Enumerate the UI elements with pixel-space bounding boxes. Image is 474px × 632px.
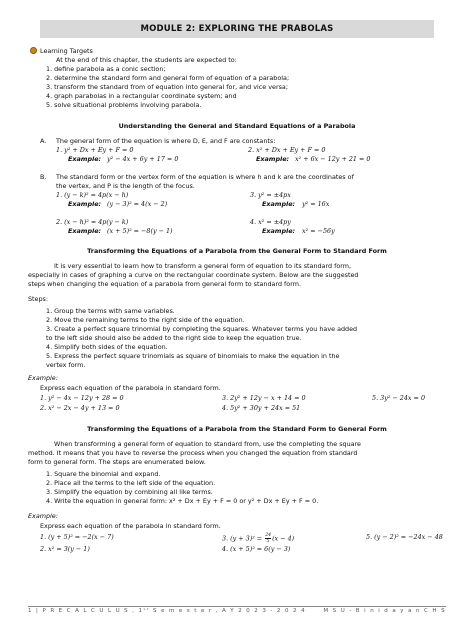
target-item: 2. determine the standard form and general form of equation of a parabola; bbox=[46, 74, 290, 82]
example-equation: 4. (x + 5)² = 6(y − 3) bbox=[222, 545, 291, 553]
section-heading: Understanding the General and Standard Equations of a Parabola bbox=[118, 122, 356, 130]
general-form-text: The general form of the equation is where D, E, and F are constants: bbox=[56, 137, 276, 145]
example-equation: (y − 3)² = 4(x − 2) bbox=[107, 200, 168, 208]
step-item: 4. Simplify both sides of the equation. bbox=[46, 343, 168, 351]
example-equation-fraction bbox=[222, 533, 294, 544]
step-item: 5. Express the perfect square trinomials as square of binomials to make the equation in the bbox=[46, 352, 340, 360]
step-item: 4. Write the equation in general form: x² + Dx + Ey + F = 0 or y² + Dx + Ey + F = 0. bbox=[46, 497, 319, 505]
example-label: Example: bbox=[28, 374, 58, 382]
example-equation: 5. (y − 2)² = −24x − 48 bbox=[366, 533, 443, 541]
example-equation: 4. 5y² + 30y + 24x = 51 bbox=[222, 404, 301, 412]
step-item: 3. Simplify the equation by combining all like terms. bbox=[46, 488, 213, 496]
equation: 2. x² + Dx + Ey + F = 0 bbox=[248, 146, 326, 154]
equation: 3. y² = ±4px bbox=[250, 191, 291, 199]
step-item: to the left side should also be added to the right side to keep the equation true. bbox=[46, 334, 302, 342]
step-item: 2. Place all the terms to the left side of the equation. bbox=[46, 479, 216, 487]
example-label: Example: bbox=[262, 200, 296, 208]
vertex-form-text: the vertex, and P is the length of the focus. bbox=[56, 182, 195, 190]
example-label: Example: bbox=[68, 227, 102, 235]
equation: 1. (y − k)² = 4p(x − h) bbox=[56, 191, 129, 199]
step-item: 2. Move the remaining terms to the right side of the equation. bbox=[46, 316, 245, 324]
target-item: 5. solve situational problems involving parabola. bbox=[46, 101, 202, 109]
footer-divider bbox=[28, 606, 446, 607]
paragraph-line: method. It means that you have to reverse the process when you changed the equation from standard bbox=[28, 449, 358, 457]
section-heading: Transforming the Equations of a Parabola from the Standard Form to General Form bbox=[87, 425, 387, 433]
example-equation: x² + 6x − 12y + 21 = 0 bbox=[295, 155, 371, 163]
example-label: Example: bbox=[68, 200, 102, 208]
example-label: Example: bbox=[262, 227, 296, 235]
module-title: MODULE 2: EXPLORING THE PRABOLAS bbox=[40, 20, 434, 38]
item-label: B. bbox=[40, 173, 47, 181]
example-equation: y² = 16x bbox=[302, 200, 330, 208]
example-equation: 2. x² = 3(y − 1) bbox=[40, 545, 90, 553]
example-equation: 1. y² − 4x − 12y + 28 = 0 bbox=[40, 394, 124, 402]
step-item: 3. Create a perfect square trinomial by completing the squares. Whatever terms you have added bbox=[46, 325, 358, 333]
paragraph-line: steps when changing the equation of a parabola from general form to standard form. bbox=[28, 280, 301, 288]
example-intro: Express each equation of the parabola in standard form. bbox=[40, 384, 221, 392]
example-label: Example: bbox=[256, 155, 290, 163]
fraction-numerator: 24 bbox=[265, 533, 272, 538]
target-item: 1. define parabola as a conic section; bbox=[46, 65, 166, 73]
step-item: vertex form. bbox=[46, 361, 86, 369]
equation-part: (x − 4) bbox=[272, 534, 295, 543]
target-item: 3. transform the standard from of equation into general for, and vice versa; bbox=[46, 83, 288, 91]
bullet-icon bbox=[30, 47, 37, 54]
example-equation: 2. x² − 2x − 4y + 13 = 0 bbox=[40, 404, 120, 412]
example-equation: 5. 3y² − 24x = 0 bbox=[372, 394, 426, 402]
paragraph-line: form to general form. The steps are enumerated below. bbox=[28, 458, 206, 466]
footer-course: 1 | P R E C A L C U L U S , 1ˢᵗ S e m e s t e r , A Y 2 0 2 3 - 2 0 2 4 bbox=[28, 608, 306, 614]
item-label: A. bbox=[40, 137, 47, 145]
footer-school: M S U - B i n i d a y a n C H S bbox=[323, 608, 446, 614]
example-label: Example: bbox=[28, 512, 58, 520]
example-equation: y² − 4x + 6y + 17 = 0 bbox=[107, 155, 179, 163]
example-label: Example: bbox=[68, 155, 102, 163]
paragraph-line: It is very essential to learn how to transform a general form of equation to its standard form, bbox=[54, 262, 351, 270]
targets-intro: At the end of this chapter, the students are expected to: bbox=[56, 56, 237, 64]
target-item: 4. graph parabolas in a rectangular coordinate system; and bbox=[46, 92, 237, 100]
equation: 2. (x − h)² = 4p(y − k) bbox=[56, 218, 129, 226]
equation-part: 3. (y + 3)² = bbox=[222, 534, 265, 543]
section-heading: Transforming the Equations of a Parabola from the General Form to Standard Form bbox=[87, 247, 387, 255]
example-equation: (x + 5)² = −8(y − 1) bbox=[107, 227, 173, 235]
steps-label: Steps: bbox=[28, 295, 49, 303]
equation: 1. y² + Dx + Ey + F = 0 bbox=[56, 146, 134, 154]
fraction-denominator: 5 bbox=[266, 539, 270, 544]
example-equation: 3. 2y² + 12y − x + 14 = 0 bbox=[222, 394, 306, 402]
example-equation: x² = −56y bbox=[302, 227, 335, 235]
equation: 4. x² = ±4py bbox=[250, 218, 291, 226]
example-intro: Express each equation of the parabola in standard form. bbox=[40, 522, 221, 530]
targets-heading: Learning Targets bbox=[40, 47, 93, 55]
fraction bbox=[265, 533, 271, 544]
vertex-form-text: The standard form or the vertex form of the equation is where h and k are the coordinates of bbox=[56, 173, 354, 181]
paragraph-line: especially in cases of graphing a curve on the rectangular coordinate system. Below are the suggested bbox=[28, 271, 359, 279]
step-item: 1. Group the terms with same variables. bbox=[46, 307, 175, 315]
paragraph-line: When transforming a general form of equation to standard from, use the completing the square bbox=[54, 440, 361, 448]
step-item: 1. Square the binomial and expand. bbox=[46, 470, 161, 478]
example-equation: 1. (y + 5)² = −2(x − 7) bbox=[40, 533, 114, 541]
